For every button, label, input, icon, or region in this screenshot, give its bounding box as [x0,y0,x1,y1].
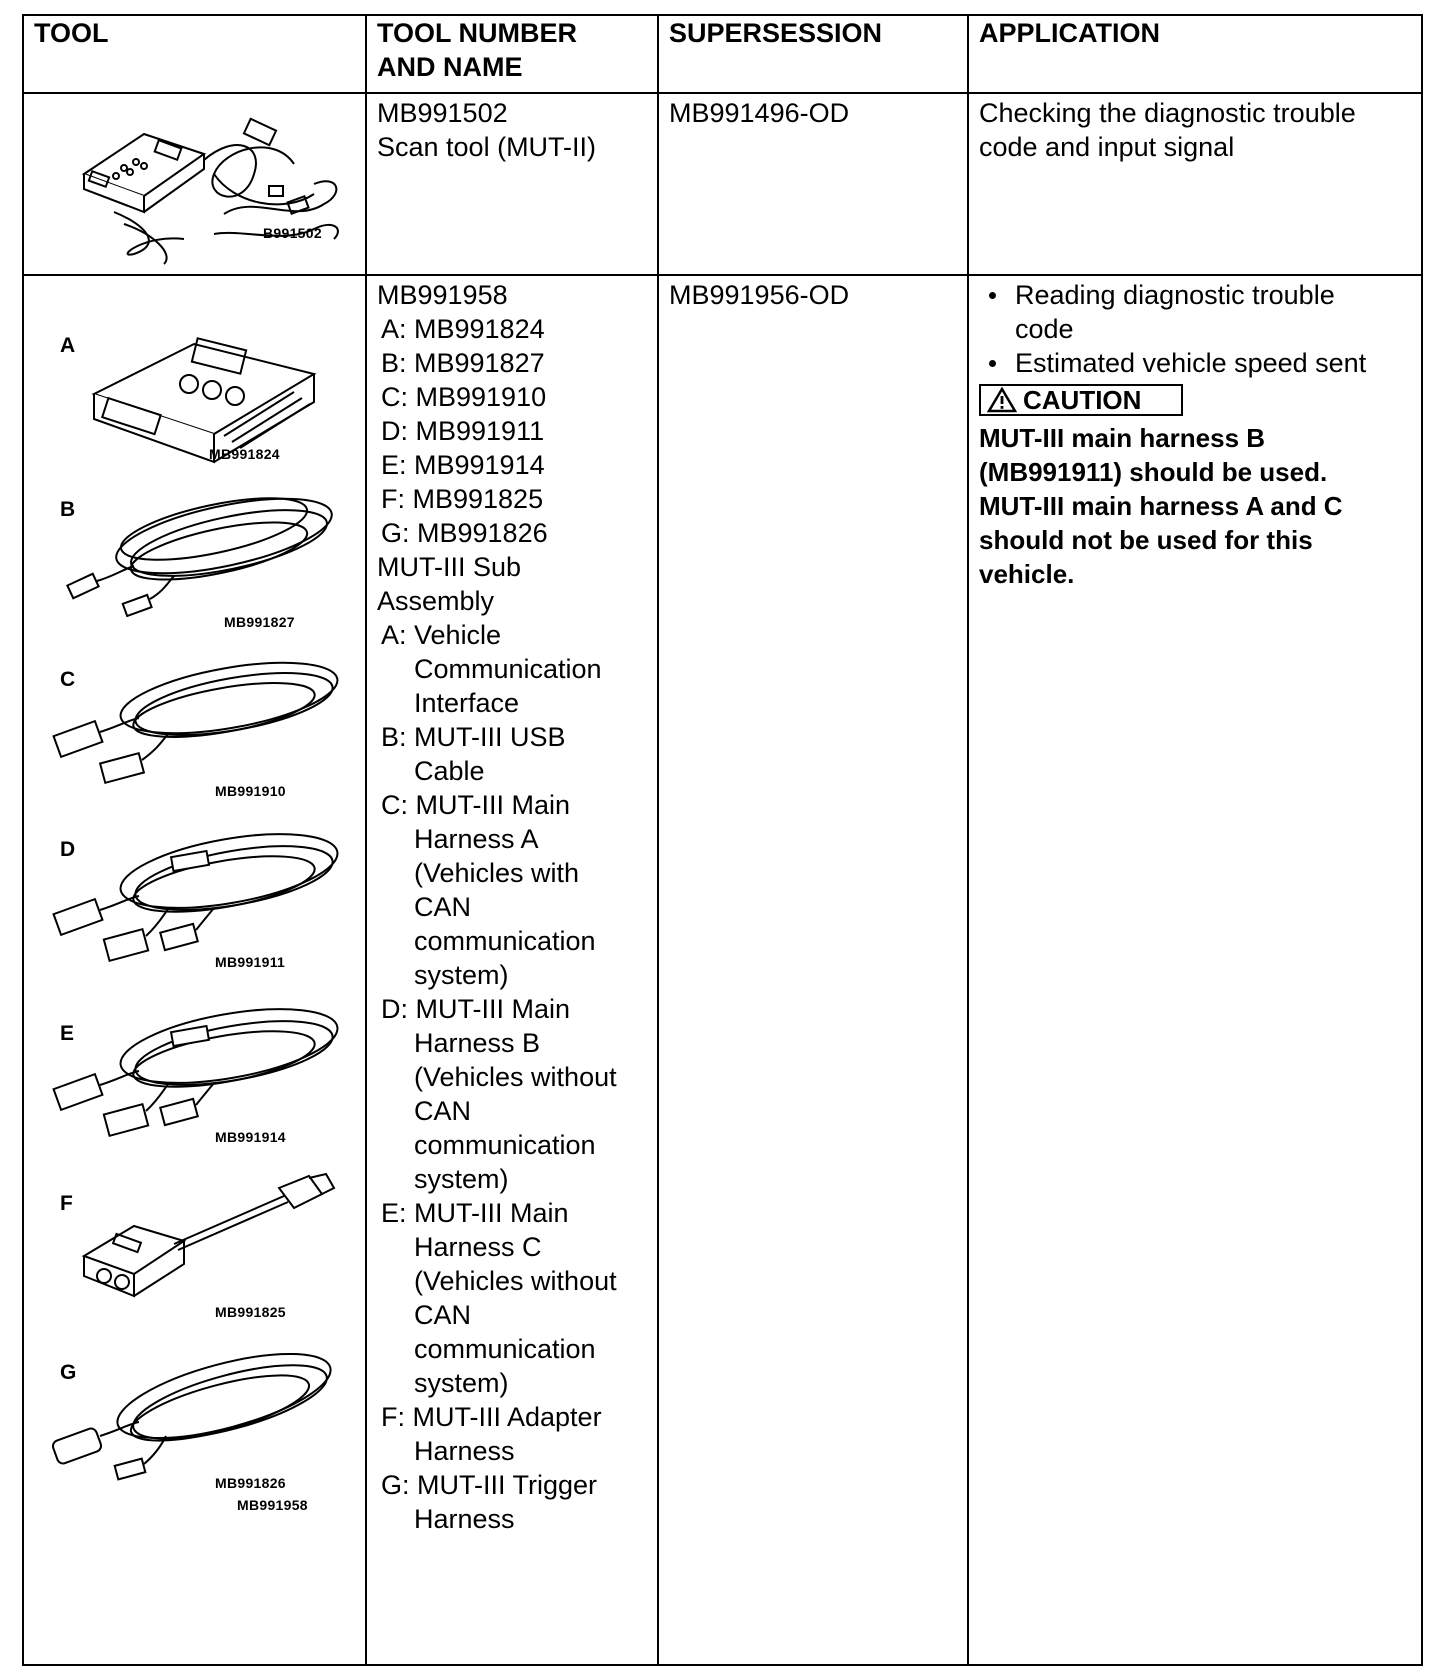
row-divider [24,274,1421,276]
image-caption-e: MB991914 [215,1129,286,1145]
special-tools-table [22,14,1423,1666]
image-caption-a: MB991824 [209,446,280,462]
header-tool-number-name: TOOL NUMBER AND NAME [377,18,578,82]
tool-letter-f: F [60,1192,73,1215]
header-application: APPLICATION [979,18,1160,48]
main-harness-b-illustration [44,816,344,966]
caution-label: CAUTION [979,384,1183,416]
application-cell [979,278,1419,591]
image-caption-c: MB991910 [215,783,286,799]
image-caption-b: MB991827 [224,614,295,630]
header-tool: TOOL [34,18,109,48]
main-harness-a-illustration [44,648,344,788]
image-caption-g: MB991826 [215,1475,286,1491]
bullet-item: Estimated vehicle speed sent [979,346,1419,380]
tool-letter-e: E [60,1022,75,1045]
tool-letter-g: G [60,1361,77,1384]
bullet-item: Reading diagnostic trouble code [979,278,1419,346]
supersession-cell: MB991496-OD [669,98,850,128]
warning-icon [987,387,1017,413]
image-caption-f: MB991825 [215,1304,286,1320]
tool-number-name-cell: MB991502 Scan tool (MUT-II) [377,98,597,162]
tool-letter-d: D [60,838,76,861]
application-cell: Checking the diagnostic trouble code and input signal [979,98,1356,162]
column-divider [657,16,659,1664]
trigger-harness-illustration [44,1336,344,1486]
adapter-harness-illustration [64,1166,344,1306]
scan-tool-mut-ii-illustration [64,114,354,269]
set-caption: MB991958 [237,1497,308,1513]
usb-cable-illustration [54,481,344,621]
column-divider [967,16,969,1664]
image-caption: B991502 [263,225,322,241]
vehicle-communication-interface-illustration [74,324,324,464]
tool-letter-c: C [60,668,76,691]
image-caption-d: MB991911 [215,954,286,970]
supersession-cell: MB991956-OD [669,280,850,310]
header-supersession: SUPERSESSION [669,18,883,48]
tool-letter-b: B [60,498,76,521]
column-divider [365,16,367,1664]
tool-number-name-cell: MB991958 A: MB991824 B: MB991827 C: MB991910 D: MB991911 E: MB991914 F: MB991825 G: MB991826 MUT-III Sub Assembly A: Vehicle Communication Interface B: MUT-III USB Cable C: MUT-III Main Harness A (Vehicles with CAN communication system) D: MUT-III Main Harness B (Vehicles without CAN communication system) E: MUT-III Main Harness C (Vehicles without CAN communication system) F: MUT-III Adapter Harness G: MUT-III Trigger Harness [377,280,617,1534]
tool-letter-a: A [60,334,76,357]
row-divider [24,92,1421,94]
caution-text: MUT-III main harness B (MB991911) should be used. MUT-III main harness A and C should not be used for this vehicle. [979,423,1343,589]
main-harness-c-illustration [44,991,344,1141]
